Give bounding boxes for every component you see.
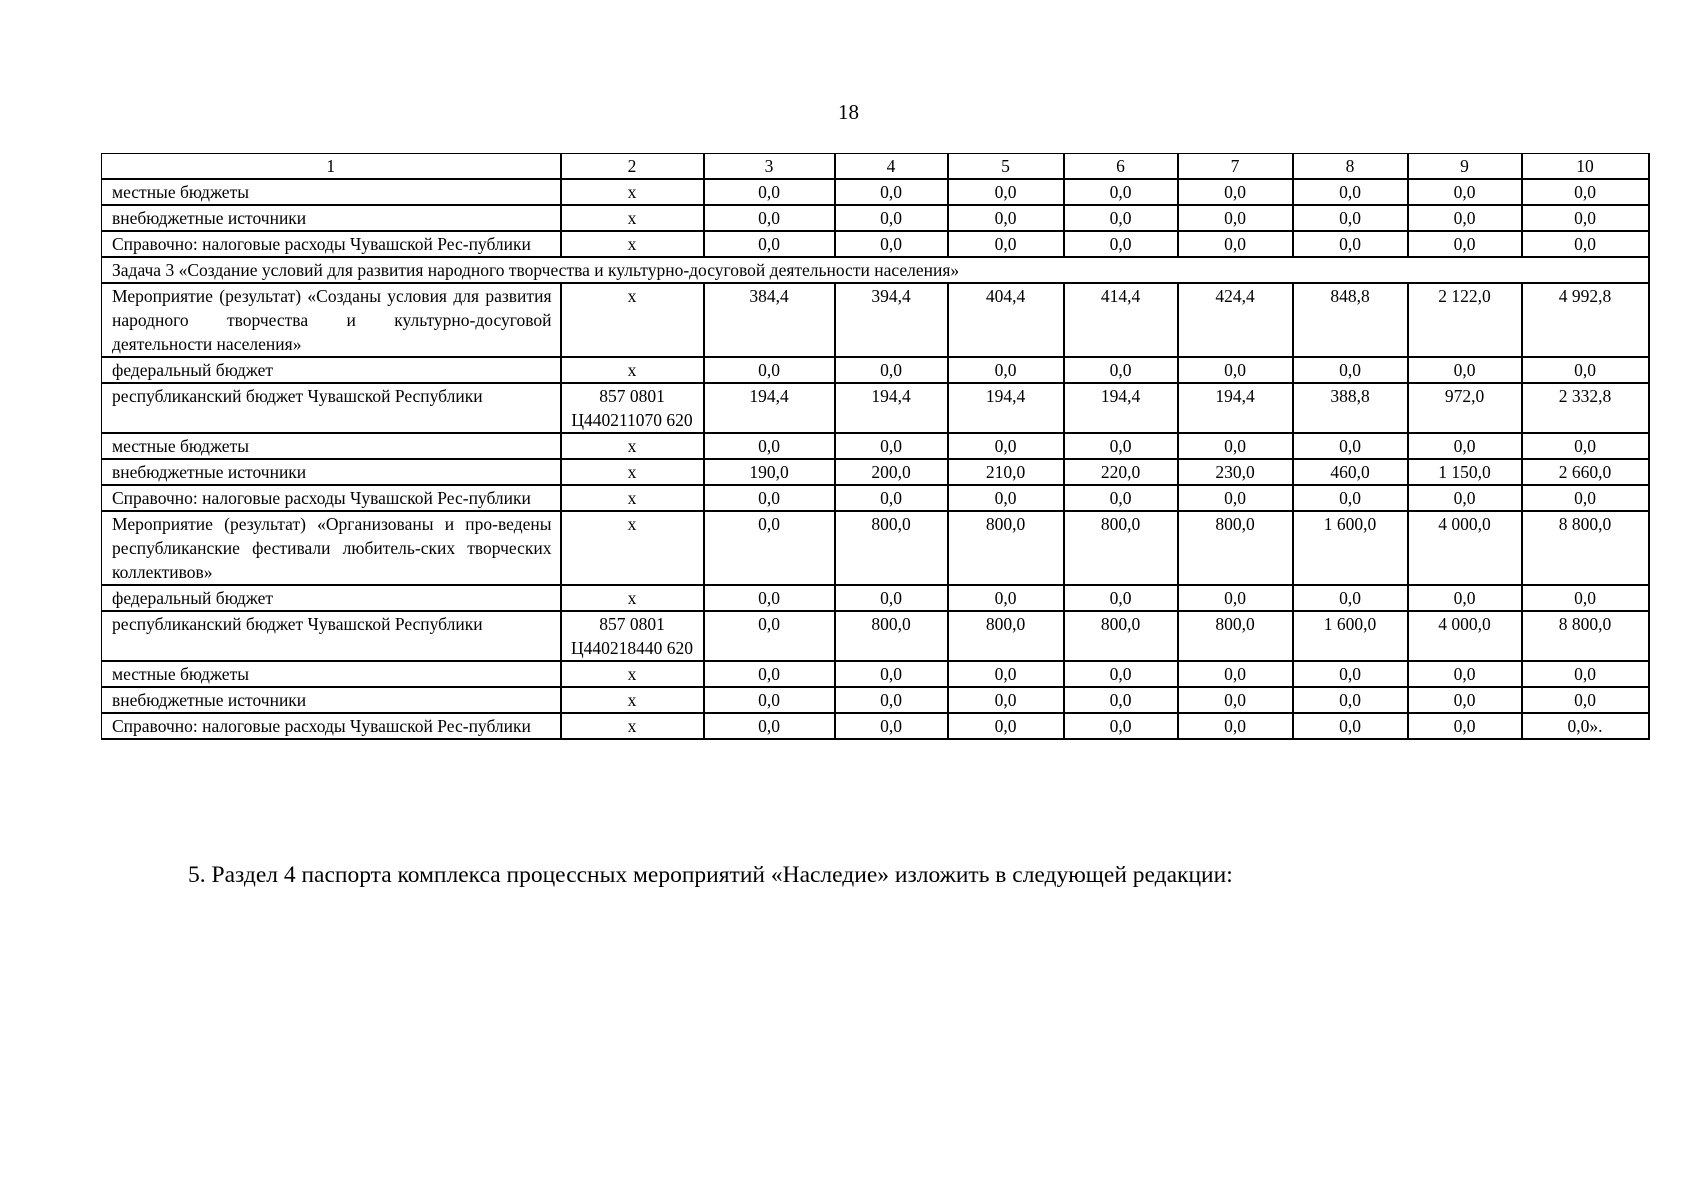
- value-cell: 0,0: [835, 485, 948, 511]
- value-cell: 0,0: [1178, 357, 1293, 383]
- value-cell: 194,4: [835, 383, 948, 433]
- value-cell: 2 660,0: [1522, 459, 1649, 485]
- budget-code: х: [561, 357, 704, 383]
- row-label: Мероприятие (результат) «Созданы условия для развития народного творчества и культурно-досуговой деятельности населения»: [102, 283, 561, 357]
- value-cell: 0,0: [1064, 485, 1178, 511]
- value-cell: 0,0: [1293, 433, 1408, 459]
- table-row: [102, 661, 1649, 687]
- value-cell: 0,0: [1293, 357, 1408, 383]
- column-header: 8: [1293, 154, 1408, 180]
- value-cell: 1 150,0: [1408, 459, 1522, 485]
- value-cell: 194,4: [1064, 383, 1178, 433]
- table-row: [102, 205, 1649, 231]
- budget-table: [101, 153, 1650, 740]
- budget-code: х: [561, 687, 704, 713]
- page-number: 18: [838, 100, 859, 124]
- value-cell: 0,0: [948, 687, 1064, 713]
- value-cell: 0,0: [1522, 585, 1649, 611]
- value-cell: 0,0: [1408, 205, 1522, 231]
- table-header-row: [102, 154, 1649, 180]
- value-cell: 800,0: [1178, 611, 1293, 661]
- value-cell: 800,0: [835, 611, 948, 661]
- value-cell: 0,0: [948, 585, 1064, 611]
- row-label: республиканский бюджет Чувашской Республики: [102, 383, 561, 433]
- value-cell: 0,0: [1522, 205, 1649, 231]
- value-cell: 0,0: [704, 611, 835, 661]
- value-cell: 220,0: [1064, 459, 1178, 485]
- value-cell: 0,0: [948, 433, 1064, 459]
- value-cell: 0,0: [1293, 687, 1408, 713]
- budget-code: х: [561, 283, 704, 357]
- value-cell: 0,0: [1064, 231, 1178, 257]
- value-cell: 4 000,0: [1408, 611, 1522, 661]
- value-cell: 0,0: [1293, 179, 1408, 205]
- value-cell: 0,0: [1064, 661, 1178, 687]
- value-cell: 0,0: [1293, 713, 1408, 739]
- budget-code: х: [561, 585, 704, 611]
- value-cell: 4 992,8: [1522, 283, 1649, 357]
- value-cell: 0,0: [1064, 433, 1178, 459]
- value-cell: 414,4: [1064, 283, 1178, 357]
- column-header: 9: [1408, 154, 1522, 180]
- value-cell: 0,0: [704, 713, 835, 739]
- value-cell: 0,0: [1408, 485, 1522, 511]
- table-row: [102, 357, 1649, 383]
- value-cell: 972,0: [1408, 383, 1522, 433]
- task-title: Задача 3 «Создание условий для развития народного творчества и культурно-досуговой деятельности населения»: [102, 257, 1649, 283]
- value-cell: 0,0: [835, 231, 948, 257]
- value-cell: 800,0: [1178, 511, 1293, 585]
- column-header: 10: [1522, 154, 1649, 180]
- budget-code: х: [561, 205, 704, 231]
- value-cell: 0,0: [1178, 231, 1293, 257]
- value-cell: 384,4: [704, 283, 835, 357]
- row-label: Справочно: налоговые расходы Чувашской Рес-публики: [102, 485, 561, 511]
- value-cell: 0,0: [1293, 485, 1408, 511]
- table-row: [102, 433, 1649, 459]
- row-label: федеральный бюджет: [102, 585, 561, 611]
- value-cell: 8 800,0: [1522, 611, 1649, 661]
- value-cell: 800,0: [1064, 511, 1178, 585]
- value-cell: 0,0: [704, 357, 835, 383]
- value-cell: 424,4: [1178, 283, 1293, 357]
- value-cell: 0,0: [835, 357, 948, 383]
- value-cell: 0,0: [1408, 179, 1522, 205]
- value-cell: 0,0: [704, 433, 835, 459]
- value-cell: 0,0: [1178, 585, 1293, 611]
- task-row: [102, 257, 1649, 283]
- value-cell: 0,0: [948, 713, 1064, 739]
- row-label: Справочно: налоговые расходы Чувашской Рес-публики: [102, 713, 561, 739]
- value-cell: 0,0: [704, 585, 835, 611]
- value-cell: 0,0: [1178, 433, 1293, 459]
- value-cell: 2 122,0: [1408, 283, 1522, 357]
- budget-code: 857 0801 Ц440211070 620: [561, 383, 704, 433]
- column-header: 4: [835, 154, 948, 180]
- value-cell: 0,0: [1064, 357, 1178, 383]
- value-cell: 0,0: [948, 357, 1064, 383]
- value-cell: 0,0: [835, 687, 948, 713]
- budget-code: х: [561, 485, 704, 511]
- value-cell: 0,0: [835, 179, 948, 205]
- value-cell: 0,0: [704, 205, 835, 231]
- value-cell: 800,0: [948, 511, 1064, 585]
- value-cell: 404,4: [948, 283, 1064, 357]
- budget-code: х: [561, 511, 704, 585]
- value-cell: 4 000,0: [1408, 511, 1522, 585]
- value-cell: 1 600,0: [1293, 511, 1408, 585]
- row-label: республиканский бюджет Чувашской Республики: [102, 611, 561, 661]
- column-header: 5: [948, 154, 1064, 180]
- value-cell: 0,0: [704, 485, 835, 511]
- row-label: Мероприятие (результат) «Организованы и про-ведены республиканские фестивали любитель-ских творческих коллективов»: [102, 511, 561, 585]
- value-cell: 800,0: [948, 611, 1064, 661]
- budget-code: 857 0801 Ц440218440 620: [561, 611, 704, 661]
- value-cell: 0,0: [1522, 179, 1649, 205]
- value-cell: 2 332,8: [1522, 383, 1649, 433]
- value-cell: 0,0: [1408, 585, 1522, 611]
- value-cell: 0,0: [704, 231, 835, 257]
- table-row: [102, 283, 1649, 357]
- value-cell: 1 600,0: [1293, 611, 1408, 661]
- value-cell: 0,0: [835, 661, 948, 687]
- value-cell: 0,0: [948, 179, 1064, 205]
- value-cell: 394,4: [835, 283, 948, 357]
- value-cell: 200,0: [835, 459, 948, 485]
- column-header: 1: [102, 154, 561, 180]
- table-row: [102, 713, 1649, 739]
- value-cell: 0,0: [1522, 433, 1649, 459]
- column-header: 6: [1064, 154, 1178, 180]
- value-cell: 190,0: [704, 459, 835, 485]
- table-row: [102, 459, 1649, 485]
- row-label: местные бюджеты: [102, 661, 561, 687]
- value-cell: 0,0: [1408, 357, 1522, 383]
- value-cell: 0,0: [704, 179, 835, 205]
- table-row: [102, 485, 1649, 511]
- table-row: [102, 179, 1649, 205]
- value-cell: 230,0: [1178, 459, 1293, 485]
- value-cell: 0,0: [1064, 687, 1178, 713]
- value-cell: 800,0: [835, 511, 948, 585]
- value-cell: 0,0: [1293, 205, 1408, 231]
- value-cell: 0,0: [1408, 231, 1522, 257]
- value-cell: 0,0: [948, 661, 1064, 687]
- value-cell: 0,0: [1178, 179, 1293, 205]
- value-cell: 0,0: [704, 687, 835, 713]
- value-cell: 0,0: [1178, 485, 1293, 511]
- value-cell: 194,4: [948, 383, 1064, 433]
- table-row: [102, 383, 1649, 433]
- budget-code: х: [561, 433, 704, 459]
- value-cell: 0,0: [1293, 661, 1408, 687]
- row-label: Справочно: налоговые расходы Чувашской Рес-публики: [102, 231, 561, 257]
- value-cell: 0,0: [1408, 687, 1522, 713]
- value-cell: 194,4: [704, 383, 835, 433]
- value-cell: 0,0: [948, 205, 1064, 231]
- budget-code: х: [561, 459, 704, 485]
- row-label: внебюджетные источники: [102, 459, 561, 485]
- budget-code: х: [561, 231, 704, 257]
- value-cell: 8 800,0: [1522, 511, 1649, 585]
- value-cell: 0,0: [1064, 713, 1178, 739]
- budget-code: х: [561, 713, 704, 739]
- row-label: федеральный бюджет: [102, 357, 561, 383]
- value-cell: 194,4: [1178, 383, 1293, 433]
- value-cell: 0,0: [948, 231, 1064, 257]
- value-cell: 0,0: [1178, 205, 1293, 231]
- value-cell: 0,0: [1522, 231, 1649, 257]
- row-label: местные бюджеты: [102, 179, 561, 205]
- table-row: [102, 231, 1649, 257]
- value-cell: 0,0: [1178, 661, 1293, 687]
- value-cell: 0,0: [1293, 585, 1408, 611]
- value-cell: 0,0: [1408, 713, 1522, 739]
- value-cell: 388,8: [1293, 383, 1408, 433]
- value-cell: 0,0: [1293, 231, 1408, 257]
- value-cell: 210,0: [948, 459, 1064, 485]
- value-cell: 800,0: [1064, 611, 1178, 661]
- value-cell: 0,0: [1064, 585, 1178, 611]
- value-cell: 0,0: [1522, 485, 1649, 511]
- row-label: внебюджетные источники: [102, 205, 561, 231]
- table-row: [102, 511, 1649, 585]
- value-cell: 0,0: [1178, 687, 1293, 713]
- value-cell: 0,0: [1408, 433, 1522, 459]
- row-label: местные бюджеты: [102, 433, 561, 459]
- value-cell: 0,0: [1064, 179, 1178, 205]
- value-cell: 0,0: [835, 433, 948, 459]
- budget-code: х: [561, 179, 704, 205]
- column-header: 7: [1178, 154, 1293, 180]
- table-row: [102, 585, 1649, 611]
- table-row: [102, 611, 1649, 661]
- value-cell: 0,0».: [1522, 713, 1649, 739]
- value-cell: 0,0: [1522, 687, 1649, 713]
- value-cell: 0,0: [835, 205, 948, 231]
- value-cell: 848,8: [1293, 283, 1408, 357]
- value-cell: 460,0: [1293, 459, 1408, 485]
- value-cell: 0,0: [1178, 713, 1293, 739]
- section-instruction: 5. Раздел 4 паспорта комплекса процессных мероприятий «Наследие» изложить в следующей редакции:: [188, 862, 1233, 888]
- value-cell: 0,0: [1064, 205, 1178, 231]
- value-cell: 0,0: [1522, 357, 1649, 383]
- value-cell: 0,0: [1408, 661, 1522, 687]
- column-header: 2: [561, 154, 704, 180]
- budget-code: х: [561, 661, 704, 687]
- value-cell: 0,0: [948, 485, 1064, 511]
- value-cell: 0,0: [835, 713, 948, 739]
- column-header: 3: [704, 154, 835, 180]
- row-label: внебюджетные источники: [102, 687, 561, 713]
- value-cell: 0,0: [1522, 661, 1649, 687]
- value-cell: 0,0: [835, 585, 948, 611]
- value-cell: 0,0: [704, 661, 835, 687]
- value-cell: 0,0: [704, 511, 835, 585]
- table-row: [102, 687, 1649, 713]
